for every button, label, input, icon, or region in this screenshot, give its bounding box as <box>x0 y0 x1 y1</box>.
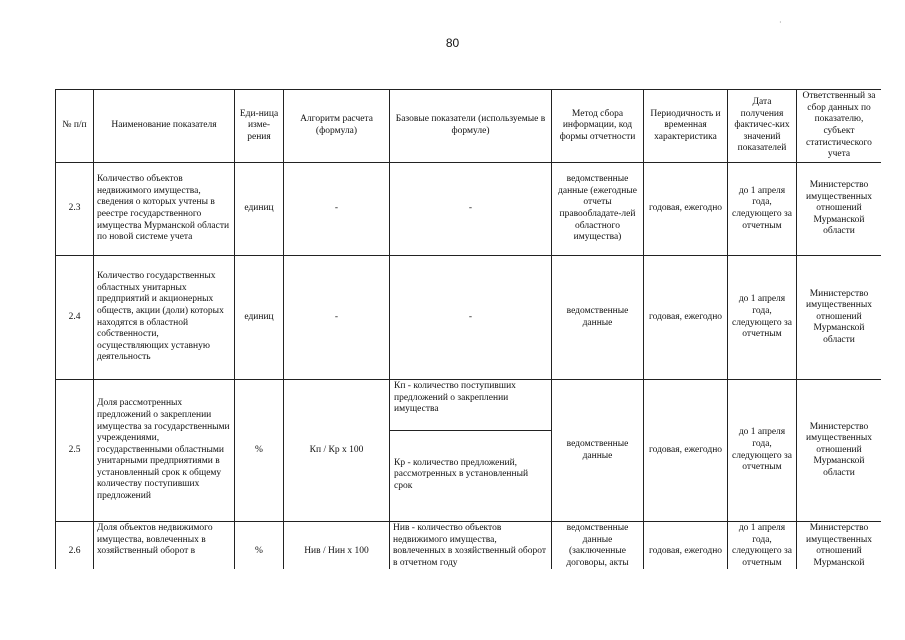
row-num: 2.4 <box>56 256 94 380</box>
indicators-table-container <box>55 89 881 569</box>
row-unit: % <box>235 380 284 522</box>
row-unit: % <box>235 522 284 570</box>
row-responsible: Министерство имущественных отношений Мурманской области <box>797 380 882 522</box>
row-base: - <box>390 163 552 256</box>
header-algorithm: Алгоритм расчета (формула) <box>284 90 390 163</box>
header-base: Базовые показатели (используемые в формуле) <box>390 90 552 163</box>
header-responsible: Ответственный за сбор данных по показателю, субъект статистического учета <box>797 90 882 163</box>
row-base: Нив - количество объектов недвижимого имущества, вовлеченных в хозяйственный оборот в отчетном году <box>390 522 552 570</box>
base-part-2: Кр - количество предложений, рассмотренных в установленный срок <box>390 430 551 520</box>
scan-speck: · <box>779 18 782 27</box>
row-date: до 1 апреля года, следующего за отчетным <box>728 256 797 380</box>
row-num: 2.5 <box>56 380 94 522</box>
row-name: Доля объектов недвижимого имущества, вовлеченных в хозяйственный оборот в <box>94 522 235 570</box>
row-algorithm: - <box>284 163 390 256</box>
header-period: Периодичность и временная характеристика <box>644 90 728 163</box>
row-period: годовая, ежегодно <box>644 522 728 570</box>
row-num: 2.3 <box>56 163 94 256</box>
row-method: ведомственные данные <box>552 256 644 380</box>
row-date: до 1 апреля года, следующего за отчетным <box>728 380 797 522</box>
page-number: 80 <box>445 36 460 50</box>
header-unit: Еди-ница изме-рения <box>235 90 284 163</box>
row-algorithm: Нив / Нин х 100 <box>284 522 390 570</box>
row-responsible: Министерство имущественных отношений Мурманской области <box>797 256 882 380</box>
header-name: Наименование показателя <box>94 90 235 163</box>
row-num: 2.6 <box>56 522 94 570</box>
row-date: до 1 апреля года, следующего за отчетным <box>728 163 797 256</box>
row-responsible: Министерство имущественных отношений Мурманской области <box>797 163 882 256</box>
table-row <box>56 163 882 256</box>
row-method: ведомственные данные (заключенные договоры, акты <box>552 522 644 570</box>
row-date: до 1 апреля года, следующего за отчетным <box>728 522 797 570</box>
base-part-1: Кп - количество поступивших предложений о закреплении имущества <box>394 381 516 415</box>
row-period: годовая, ежегодно <box>644 380 728 522</box>
base-subtable <box>390 380 551 520</box>
row-unit: единиц <box>235 163 284 256</box>
header-date: Дата получения фактичес-ких значений показателей <box>728 90 797 163</box>
indicators-table <box>55 89 881 569</box>
table-row <box>56 380 882 522</box>
row-unit: единиц <box>235 256 284 380</box>
row-base-split <box>390 380 552 522</box>
row-method: ведомственные данные (ежегодные отчеты правообладате-лей областного имущества) <box>552 163 644 256</box>
row-name: Количество государственных областных унитарных предприятий и акционерных обществ, акции (доли) которых находятся в областной собственности, осуществляющих уставную деятельность <box>94 256 235 380</box>
header-method: Метод сбора информации, код формы отчетности <box>552 90 644 163</box>
header-row <box>56 90 882 163</box>
row-period: годовая, ежегодно <box>644 256 728 380</box>
table-row <box>56 522 882 570</box>
row-algorithm: - <box>284 256 390 380</box>
row-method: ведомственные данные <box>552 380 644 522</box>
table-row <box>56 256 882 380</box>
row-name: Доля рассмотренных предложений о закреплении имущества за государственными учреждениями, государственными областными унитарными предприятиями в установленный срок к общему количеству поступивших предложений <box>94 380 235 522</box>
row-name: Количество объектов недвижимого имущества, сведения о которых учтены в реестре государственного имущества Мурманской области по новой системе учета <box>94 163 235 256</box>
row-period: годовая, ежегодно <box>644 163 728 256</box>
row-base: - <box>390 256 552 380</box>
row-responsible: Министерство имущественных отношений Мурманской <box>797 522 882 570</box>
row-algorithm: Кп / Кр х 100 <box>284 380 390 522</box>
header-num: № п/п <box>56 90 94 163</box>
